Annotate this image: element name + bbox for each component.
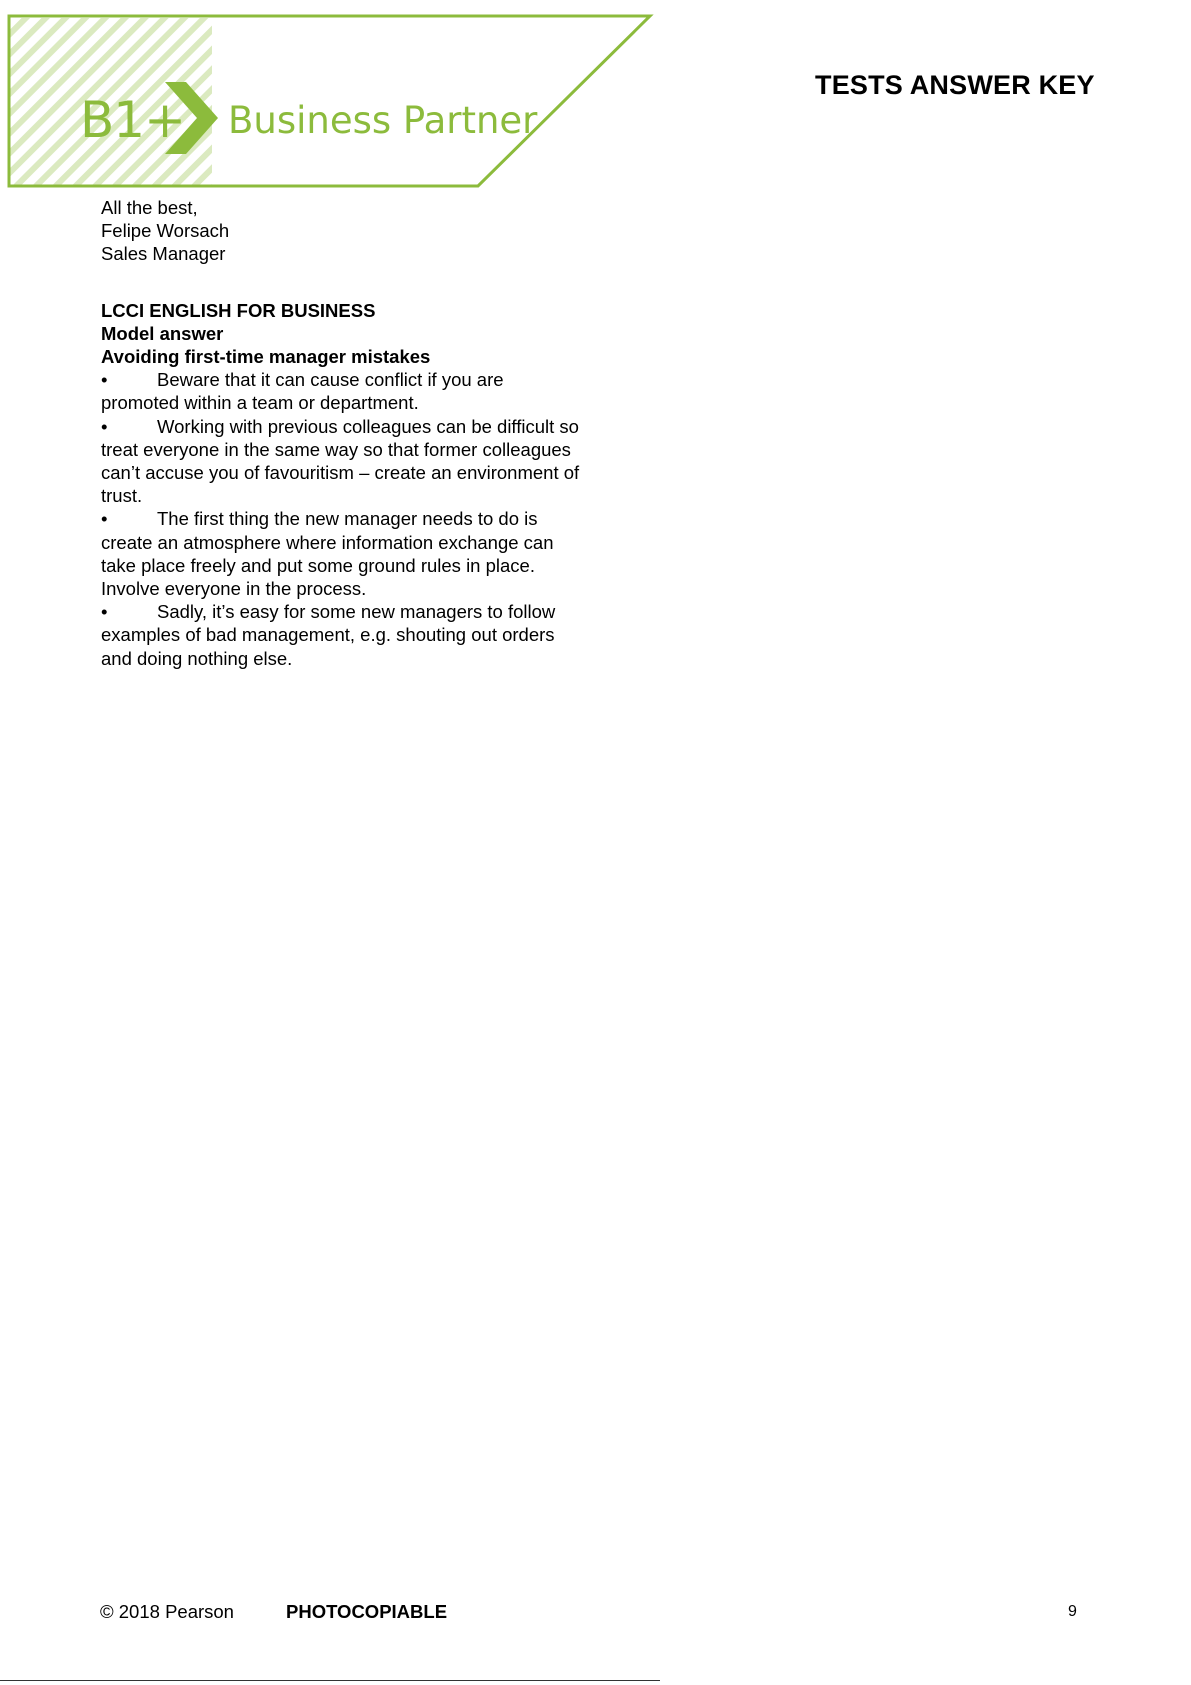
course-banner bbox=[0, 0, 660, 195]
bullet-text: The first thing the new manager needs to do is create an atmosphere where information exchange can take place freely and put some ground rules in place. Involve everyone in the process. bbox=[101, 508, 554, 600]
signoff-name: Felipe Worsach bbox=[101, 220, 230, 242]
bottom-divider bbox=[0, 1680, 660, 1681]
footer-copyright: © 2018 Pearson bbox=[100, 1601, 234, 1622]
page-number: 9 bbox=[1068, 1603, 1077, 1620]
bullet-text: Beware that it can cause conflict if you are promoted within a team or department. bbox=[101, 369, 504, 414]
bullet-item bbox=[101, 415, 581, 508]
course-level: B1+ bbox=[80, 91, 186, 149]
bullet-symbol: • bbox=[101, 369, 108, 391]
bullet-item bbox=[101, 600, 581, 670]
bullet-item bbox=[101, 507, 581, 600]
bullet-symbol: • bbox=[101, 508, 108, 530]
signoff-closing: All the best, bbox=[101, 197, 198, 218]
footer-photocopiable: PHOTOCOPIABLE bbox=[286, 1601, 448, 1622]
bullet-symbol: • bbox=[101, 415, 108, 437]
bullet-text: Working with previous colleagues can be difficult so treat everyone in the same way so that former colleagues can’t accuse you of favouritism – create an environment of trust. bbox=[101, 415, 580, 507]
bullet-item bbox=[101, 368, 581, 414]
bullet-symbol: • bbox=[101, 601, 108, 623]
course-title: Business Partner bbox=[228, 99, 538, 142]
document-body bbox=[101, 196, 581, 670]
bullet-text: Sadly, it’s easy for some new managers to follow examples of bad management, e.g. shouting out orders and doing nothing else. bbox=[101, 601, 556, 669]
section-title: Avoiding first-time manager mistakes bbox=[101, 346, 431, 368]
signoff-role: Sales Manager bbox=[101, 243, 226, 265]
section-heading: LCCI ENGLISH FOR BUSINESS bbox=[101, 299, 376, 321]
page-header-title: TESTS ANSWER KEY bbox=[815, 70, 1095, 100]
banner-graphic bbox=[0, 0, 660, 195]
section-subheading: Model answer bbox=[101, 322, 224, 344]
